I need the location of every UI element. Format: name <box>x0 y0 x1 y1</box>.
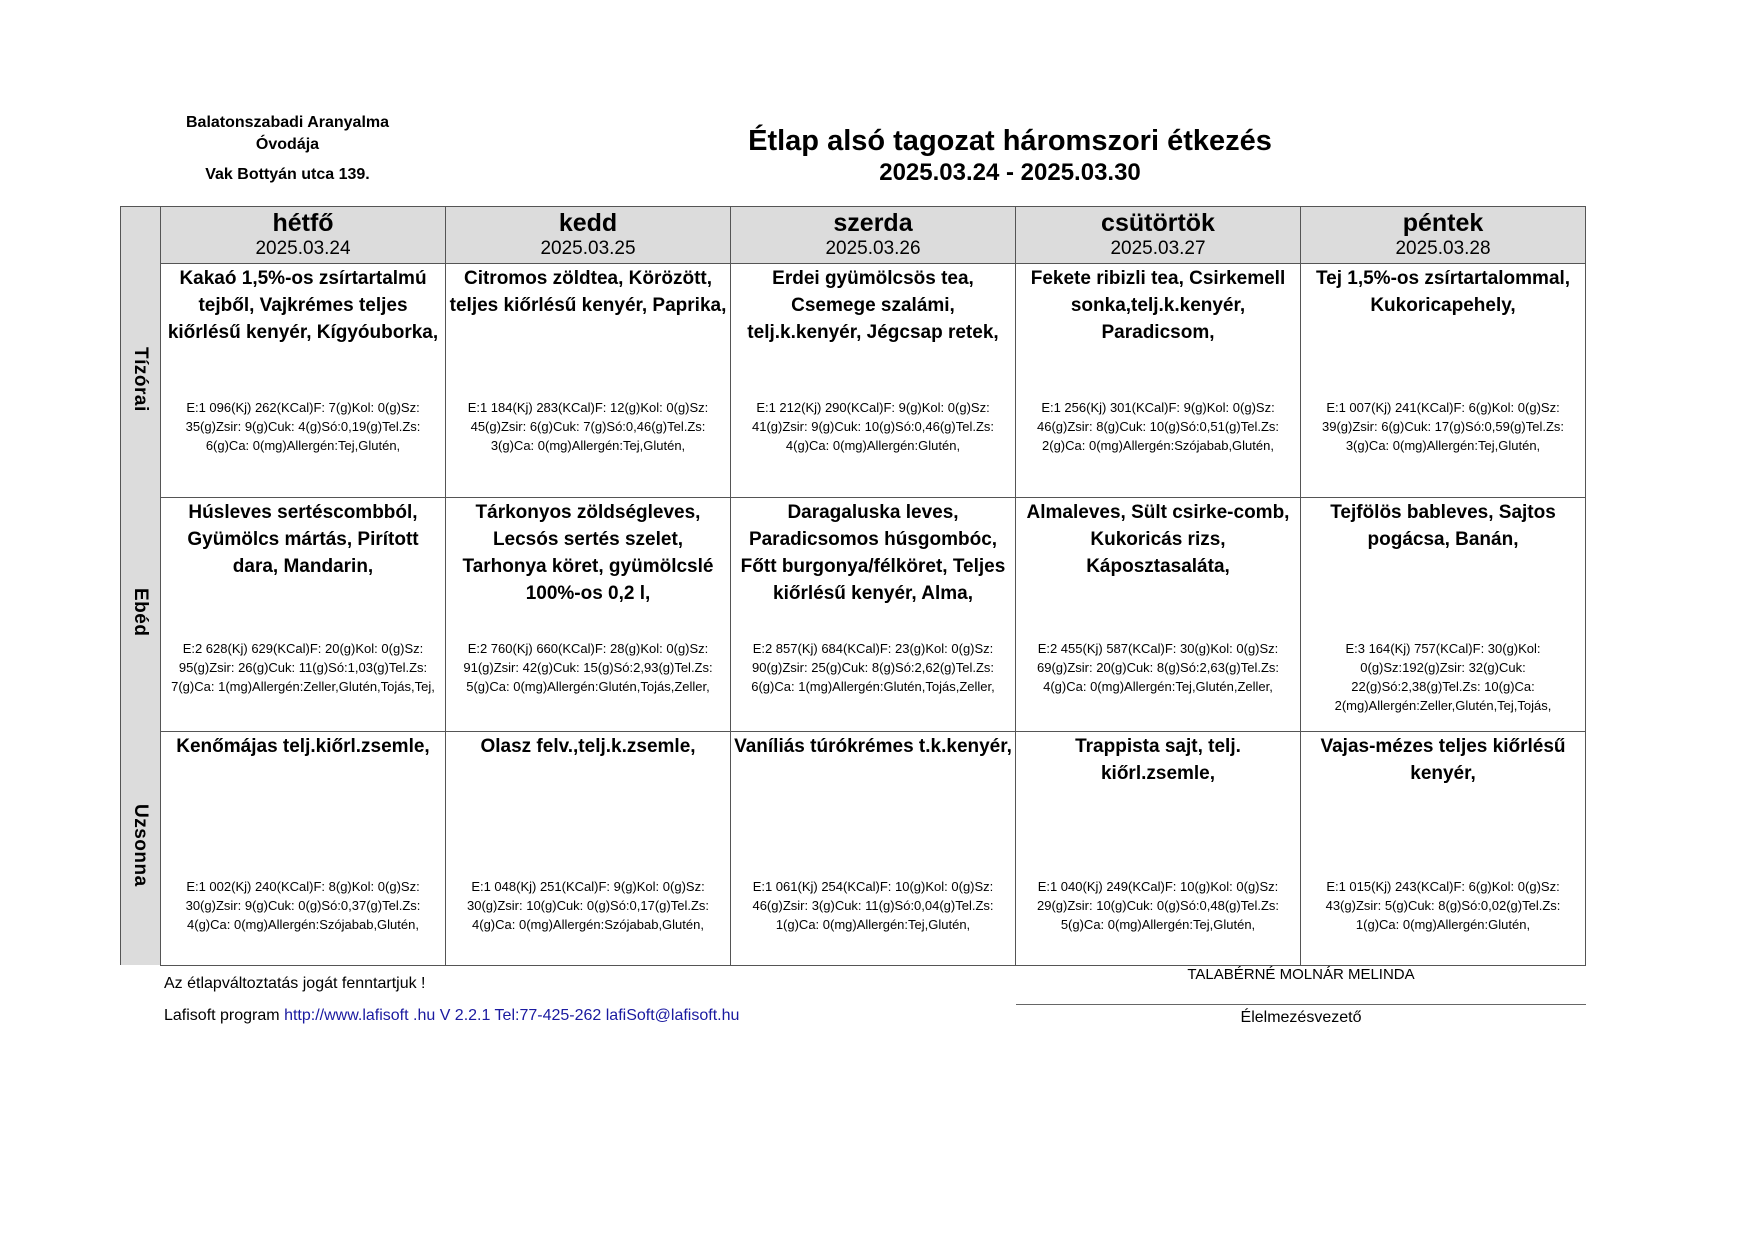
menu-cell <box>161 732 446 966</box>
nutrition-info: E:1 212(Kj) 290(KCal)F: 9(g)Kol: 0(g)Sz: 41(g)Zsir: 9(g)Cuk: 10(g)Só:0,46(g)Tel.Zs: 4(g)Ca: 0(mg)Allergén:Glutén, <box>751 400 995 453</box>
meal-items: Tejfölös bableves, Sajtos pogácsa, Banán, <box>1330 502 1556 550</box>
menu-cell <box>731 498 1016 732</box>
nutrition-info: E:1 184(Kj) 283(KCal)F: 12(g)Kol: 0(g)Sz: 45(g)Zsir: 6(g)Cuk: 7(g)Só:0,46(g)Tel.Zs: 3(g)Ca: 0(mg)Allergén:Tej,Glutén, <box>467 400 709 453</box>
day-date: 2025.03.24 <box>255 238 351 259</box>
meal-row-uzsonna <box>161 732 1586 966</box>
row-label-ebed <box>120 496 160 729</box>
day-header-wednesday <box>731 207 1016 264</box>
title-block <box>620 124 1400 188</box>
menu-cell <box>161 264 446 498</box>
nutrition-info: E:1 256(Kj) 301(KCal)F: 9(g)Kol: 0(g)Sz: 46(g)Zsir: 8(g)Cuk: 10(g)Só:0,51(g)Tel.Zs: 2(g)Ca: 0(mg)Allergén:Szójabab,Glutén, <box>1036 400 1280 453</box>
day-date: 2025.03.26 <box>825 238 921 259</box>
day-date: 2025.03.27 <box>1110 238 1206 259</box>
nutrition-info: E:1 040(Kj) 249(KCal)F: 10(g)Kol: 0(g)Sz: 29(g)Zsir: 10(g)Cuk: 0(g)Só:0,48(g)Tel.Zs: 5(g)Ca: 0(mg)Allergén:Tej,Glutén, <box>1036 879 1280 932</box>
day-header-tuesday <box>446 207 731 264</box>
organization-name-line-1: Balatonszabadi Aranyalma <box>185 114 390 131</box>
organization-name <box>160 112 415 156</box>
row-label-tizorai <box>120 263 160 496</box>
nutrition-info: E:3 164(Kj) 757(KCal)F: 30(g)Kol: 0(g)Sz:192(g)Zsir: 32(g)Cuk: 22(g)Só:2,38(g)Tel.Zs: 10(g)Ca: 2(mg)Allergén:Zeller,Glutén,Tej,Tojás, <box>1334 641 1552 713</box>
meal-items: Tárkonyos zöldségleves, Lecsós sertés szelet, Tarhonya köret, gyümölcslé 100%-os 0,2 l, <box>462 502 714 604</box>
meal-items: Daragaluska leves, Paradicsomos húsgombóc, Főtt burgonya/félköret, Teljes kiőrlésű kenyér, Alma, <box>740 502 1006 604</box>
signer-role: Élelmezésvezető <box>1240 1009 1362 1026</box>
menu-change-note: Az étlapváltoztatás jogát fenntartjuk ! <box>164 975 426 992</box>
meal-items: Vaníliás túrókrémes t.k.kenyér, <box>734 736 1012 757</box>
nutrition-info: E:2 628(Kj) 629(KCal)F: 20(g)Kol: 0(g)Sz: 95(g)Zsir: 26(g)Cuk: 11(g)Só:1,03(g)Tel.Zs: 7(g)Ca: 1(mg)Allergén:Zeller,Glutén,Tojás,Tej, <box>171 641 435 694</box>
nutrition-info: E:2 857(Kj) 684(KCal)F: 23(g)Kol: 0(g)Sz: 90(g)Zsir: 25(g)Cuk: 8(g)Só:2,62(g)Tel.Zs: 6(g)Ca: 1(mg)Allergén:Glutén,Tojás,Zeller, <box>751 641 995 694</box>
row-label-text: Uzsonna <box>130 804 151 887</box>
menu-cell <box>1301 264 1586 498</box>
organization-name-line-2: Óvodája <box>255 136 320 153</box>
menu-cell <box>731 264 1016 498</box>
row-label-text: Ebéd <box>130 588 151 637</box>
day-header-friday <box>1301 207 1586 264</box>
day-name: péntek <box>1402 209 1484 237</box>
nutrition-info: E:1 002(Kj) 240(KCal)F: 8(g)Kol: 0(g)Sz: 30(g)Zsir: 9(g)Cuk: 0(g)Só:0,37(g)Tel.Zs: 4(g)Ca: 0(mg)Allergén:Szójabab,Glutén, <box>185 879 421 932</box>
date-range: 2025.03.24 - 2025.03.30 <box>879 159 1141 186</box>
meal-row-tizorai <box>161 264 1586 498</box>
row-label-uzsonna <box>120 729 160 962</box>
meal-items: Húsleves sertéscombból, Gyümölcs mártás, Pirított dara, Mandarin, <box>187 502 419 577</box>
meal-items: Olasz felv.,telj.k.zsemle, <box>480 736 696 757</box>
menu-cell <box>731 732 1016 966</box>
program-credit <box>164 1007 739 1025</box>
day-name: hétfő <box>272 209 334 237</box>
day-header-thursday <box>1016 207 1301 264</box>
menu-cell <box>1016 498 1301 732</box>
program-link[interactable]: http://www.lafisoft .hu V 2.2.1 Tel:77-425-262 lafiSoft@lafisoft.hu <box>284 1007 740 1024</box>
nutrition-info: E:2 760(Kj) 660(KCal)F: 28(g)Kol: 0(g)Sz: 91(g)Zsir: 42(g)Cuk: 15(g)Só:2,93(g)Tel.Zs: 5(g)Ca: 0(mg)Allergén:Glutén,Tojás,Zeller, <box>463 641 713 694</box>
day-name: kedd <box>558 209 618 237</box>
organization-header <box>160 112 415 186</box>
nutrition-info: E:2 455(Kj) 587(KCal)F: 30(g)Kol: 0(g)Sz: 69(g)Zsir: 20(g)Cuk: 8(g)Só:2,63(g)Tel.Zs: 4(g)Ca: 0(mg)Allergén:Tej,Glutén,Zeller, <box>1036 641 1280 694</box>
menu-cell <box>161 498 446 732</box>
nutrition-info: E:1 096(Kj) 262(KCal)F: 7(g)Kol: 0(g)Sz: 35(g)Zsir: 9(g)Cuk: 4(g)Só:0,19(g)Tel.Zs: 6(g)Ca: 0(mg)Allergén:Tej,Glutén, <box>185 400 421 453</box>
row-label-text: Tízórai <box>130 347 151 412</box>
nutrition-info: E:1 061(Kj) 254(KCal)F: 10(g)Kol: 0(g)Sz: 46(g)Zsir: 3(g)Cuk: 11(g)Só:0,04(g)Tel.Zs: 1(g)Ca: 0(mg)Allergén:Tej,Glutén, <box>752 879 994 932</box>
day-header-row <box>161 207 1586 264</box>
day-date: 2025.03.25 <box>540 238 636 259</box>
meal-items: Tej 1,5%-os zsírtartalommal, Kukoricapehely, <box>1315 268 1571 316</box>
program-label: Lafisoft program <box>164 1007 280 1024</box>
menu-cell <box>1016 732 1301 966</box>
nutrition-info: E:1 015(Kj) 243(KCal)F: 6(g)Kol: 0(g)Sz: 43(g)Zsir: 5(g)Cuk: 8(g)Só:0,02(g)Tel.Zs: 1(g)Ca: 0(mg)Allergén:Glutén, <box>1325 879 1561 932</box>
day-date: 2025.03.28 <box>1395 238 1491 259</box>
meal-items: Kenőmájas telj.kiőrl.zsemle, <box>176 736 430 757</box>
meal-items: Vajas-mézes teljes kiőrlésű kenyér, <box>1320 736 1566 784</box>
signer-name: TALABÉRNÉ MOLNÁR MELINDA <box>1187 966 1415 983</box>
nutrition-info: E:1 048(Kj) 251(KCal)F: 9(g)Kol: 0(g)Sz: 30(g)Zsir: 10(g)Cuk: 0(g)Só:0,17(g)Tel.Zs: 4(g)Ca: 0(mg)Allergén:Szójabab,Glutén, <box>466 879 710 932</box>
meal-items: Citromos zöldtea, Körözött, teljes kiőrlésű kenyér, Paprika, <box>449 268 727 316</box>
menu-cell <box>1301 732 1586 966</box>
weekly-menu-table <box>120 206 1586 965</box>
day-name: szerda <box>833 209 913 237</box>
organization-address: Vak Bottyán utca 139. <box>205 166 370 183</box>
menu-cell <box>1301 498 1586 732</box>
signature-line <box>1016 1004 1586 1005</box>
day-header-monday <box>161 207 446 264</box>
nutrition-info: E:1 007(Kj) 241(KCal)F: 6(g)Kol: 0(g)Sz: 39(g)Zsir: 6(g)Cuk: 17(g)Só:0,59(g)Tel.Zs: 3(g)Ca: 0(mg)Allergén:Tej,Glutén, <box>1321 400 1565 453</box>
menu-cell <box>446 264 731 498</box>
meal-row-ebed <box>161 498 1586 732</box>
day-name: csütörtök <box>1101 209 1215 237</box>
meal-items: Trappista sajt, telj. kiőrl.zsemle, <box>1075 736 1241 784</box>
meal-items: Fekete ribizli tea, Csirkemell sonka,telj.k.kenyér, Paradicsom, <box>1030 268 1286 343</box>
menu-grid <box>160 206 1586 966</box>
page-title: Étlap alsó tagozat háromszori étkezés <box>748 125 1272 157</box>
menu-cell <box>446 732 731 966</box>
meal-items: Almaleves, Sült csirke-comb, Kukoricás rizs, Káposztasaláta, <box>1026 502 1290 577</box>
meal-items: Erdei gyümölcsös tea, Csemege szalámi, telj.k.kenyér, Jégcsap retek, <box>747 268 999 343</box>
meal-items: Kakaó 1,5%-os zsírtartalmú tejből, Vajkrémes teljes kiőrlésű kenyér, Kígyóuborka, <box>167 268 439 343</box>
menu-cell <box>1016 264 1301 498</box>
menu-cell <box>446 498 731 732</box>
